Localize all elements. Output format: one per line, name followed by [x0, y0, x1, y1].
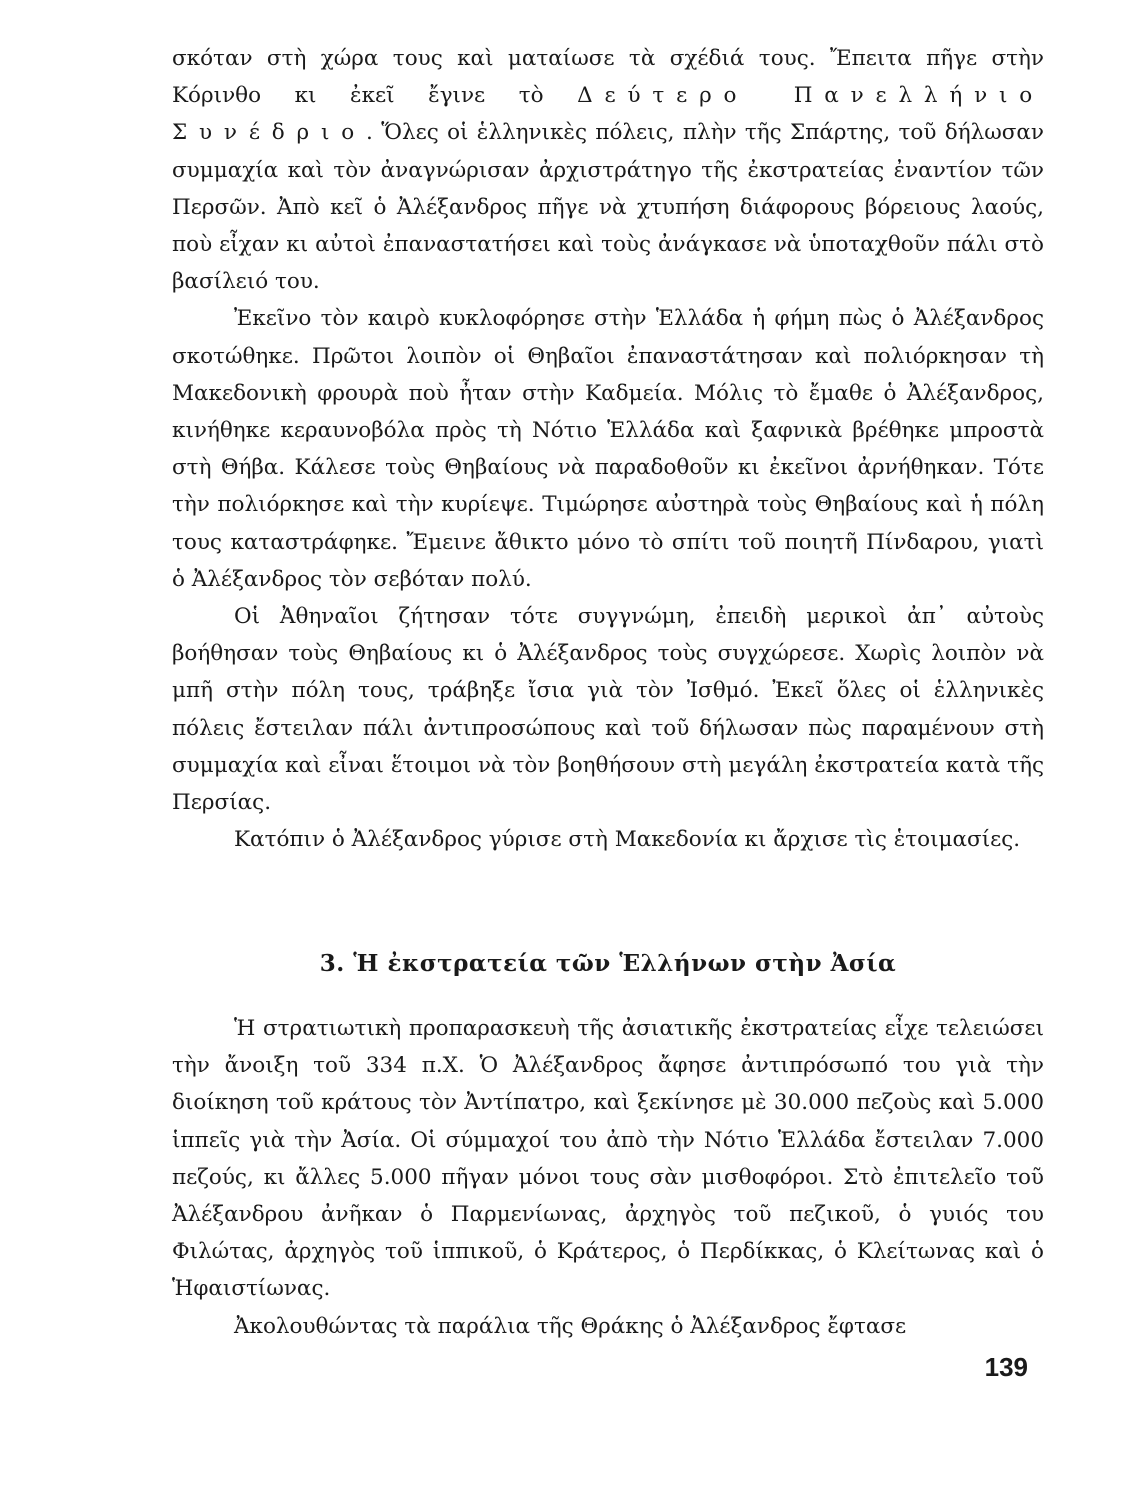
- emphasized-term: Δεύτερο Πανελλήνιο Συνέδριο: [172, 83, 1044, 146]
- paragraph-1-after: . Ὅλες οἱ ἑλληνικὲς πόλεις, πλὴν τῆς Σπάρτης, τοῦ δήλωσαν συμμαχία καὶ τὸν ἀναγνώρισαν ἀρχιστράτηγο τῆς ἐκστρατείας ἐναντίον τῶν Περσῶν. Ἀπὸ κεῖ ὁ Ἀλέξανδρος πῆγε νὰ χτυπήση διάφορους βόρειους λαούς, ποὺ εἶχαν κι αὐτοὶ ἐπαναστατήσει καὶ τοὺς ἀνάγκασε νὰ ὑποταχθοῦν πάλι στὸ βασίλειό του.: [172, 120, 1044, 295]
- paragraph-1: [172, 40, 1044, 300]
- section-paragraph-2: Ἀκολουθώντας τὰ παράλια τῆς Θράκης ὁ Ἀλέξανδρος ἔφτασε: [234, 1313, 907, 1339]
- page-number: 139: [984, 1352, 1028, 1382]
- body-text: [172, 40, 1044, 858]
- paragraph-1-before: σκόταν στὴ χώρα τους καὶ ματαίωσε τὰ σχέδιά τους. Ἔπειτα πῆγε στὴν Κόρινθο κι ἐκεῖ ἔγινε τὸ: [172, 46, 1044, 109]
- section-heading: 3. Ἡ ἐκστρατεία τῶν Ἑλλήνων στὴν Ἀσία: [319, 950, 897, 977]
- section-paragraph-1: Ἡ στρατιωτικὴ προπαρασκευὴ τῆς ἀσιατικῆς ἐκστρατείας εἶχε τελειώσει τὴν ἄνοιξη τοῦ 334 π.Χ. Ὁ Ἀλέξανδρος ἄφησε ἀντιπρόσωπό του γιὰ τὴν διοίκηση τοῦ κράτους τὸν Ἀντίπατρο, καὶ ξεκίνησε μὲ 30.000 πεζοὺς καὶ 5.000 ἱππεῖς γιὰ τὴν Ἀσία. Οἱ σύμμαχοί του ἀπὸ τὴν Νότιο Ἑλλάδα ἔστειλαν 7.000 πεζούς, κι ἄλλες 5.000 πῆγαν μόνοι τους σὰν μισθοφόροι. Στὸ ἐπιτελεῖο τοῦ Ἀλέξανδρου ἀνῆκαν ὁ Παρμενίωνας, ἀρχηγὸς τοῦ πεζικοῦ, ὁ γυιός του Φιλώτας, ἀρχηγὸς τοῦ ἱππικοῦ, ὁ Κράτερος, ὁ Περδίκκας, ὁ Κλείτωνας καὶ ὁ Ἡφαιστίωνας.: [172, 1016, 1044, 1302]
- section-body-text: [172, 1010, 1044, 1345]
- paragraph-4: Κατόπιν ὁ Ἀλέξανδρος γύρισε στὴ Μακεδονία κι ἄρχισε τὶς ἑτοιμασίες.: [234, 827, 1021, 853]
- paragraph-2: Ἐκεῖνο τὸν καιρὸ κυκλοφόρησε στὴν Ἑλλάδα ἡ φήμη πὼς ὁ Ἀλέξανδρος σκοτώθηκε. Πρῶτοι λοιπὸν οἱ Θηβαῖοι ἐπαναστάτησαν καὶ πολιόρκησαν τὴ Μακεδονικὴ φρουρὰ ποὺ ἦταν στὴν Καδμεία. Μόλις τὸ ἔμαθε ὁ Ἀλέξανδρος, κινήθηκε κεραυνοβόλα πρὸς τὴ Νότιο Ἑλλάδα καὶ ξαφνικὰ βρέθηκε μπροστὰ στὴ Θήβα. Κάλεσε τοὺς Θηβαίους νὰ παραδοθοῦν κι ἐκεῖνοι ἀρνήθηκαν. Τότε τὴν πολιόρκησε καὶ τὴν κυρίεψε. Τιμώρησε αὐστηρὰ τοὺς Θηβαίους καὶ ἡ πόλη τους καταστράφηκε. Ἔμεινε ἄθικτο μόνο τὸ σπίτι τοῦ ποιητῆ Πίνδαρου, γιατὶ ὁ Ἀλέξανδρος τὸν σεβόταν πολύ.: [172, 306, 1044, 592]
- paragraph-3: Οἱ Ἀθηναῖοι ζήτησαν τότε συγγνώμη, ἐπειδὴ μερικοὶ ἀπ᾽ αὐτοὺς βοήθησαν τοὺς Θηβαίους κι ὁ Ἀλέξανδρος τοὺς συγχώρεσε. Χωρὶς λοιπὸν νὰ μπῆ στὴν πόλη τους, τράβηξε ἴσια γιὰ τὸν Ἰσθμό. Ἐκεῖ ὅλες οἱ ἑλληνικὲς πόλεις ἔστειλαν πάλι ἀντιπροσώπους καὶ τοῦ δήλωσαν πὼς παραμένουν στὴ συμμαχία καὶ εἶναι ἕτοιμοι νὰ τὸν βοηθήσουν στὴ μεγάλη ἐκστρατεία κατὰ τῆς Περσίας.: [172, 604, 1044, 816]
